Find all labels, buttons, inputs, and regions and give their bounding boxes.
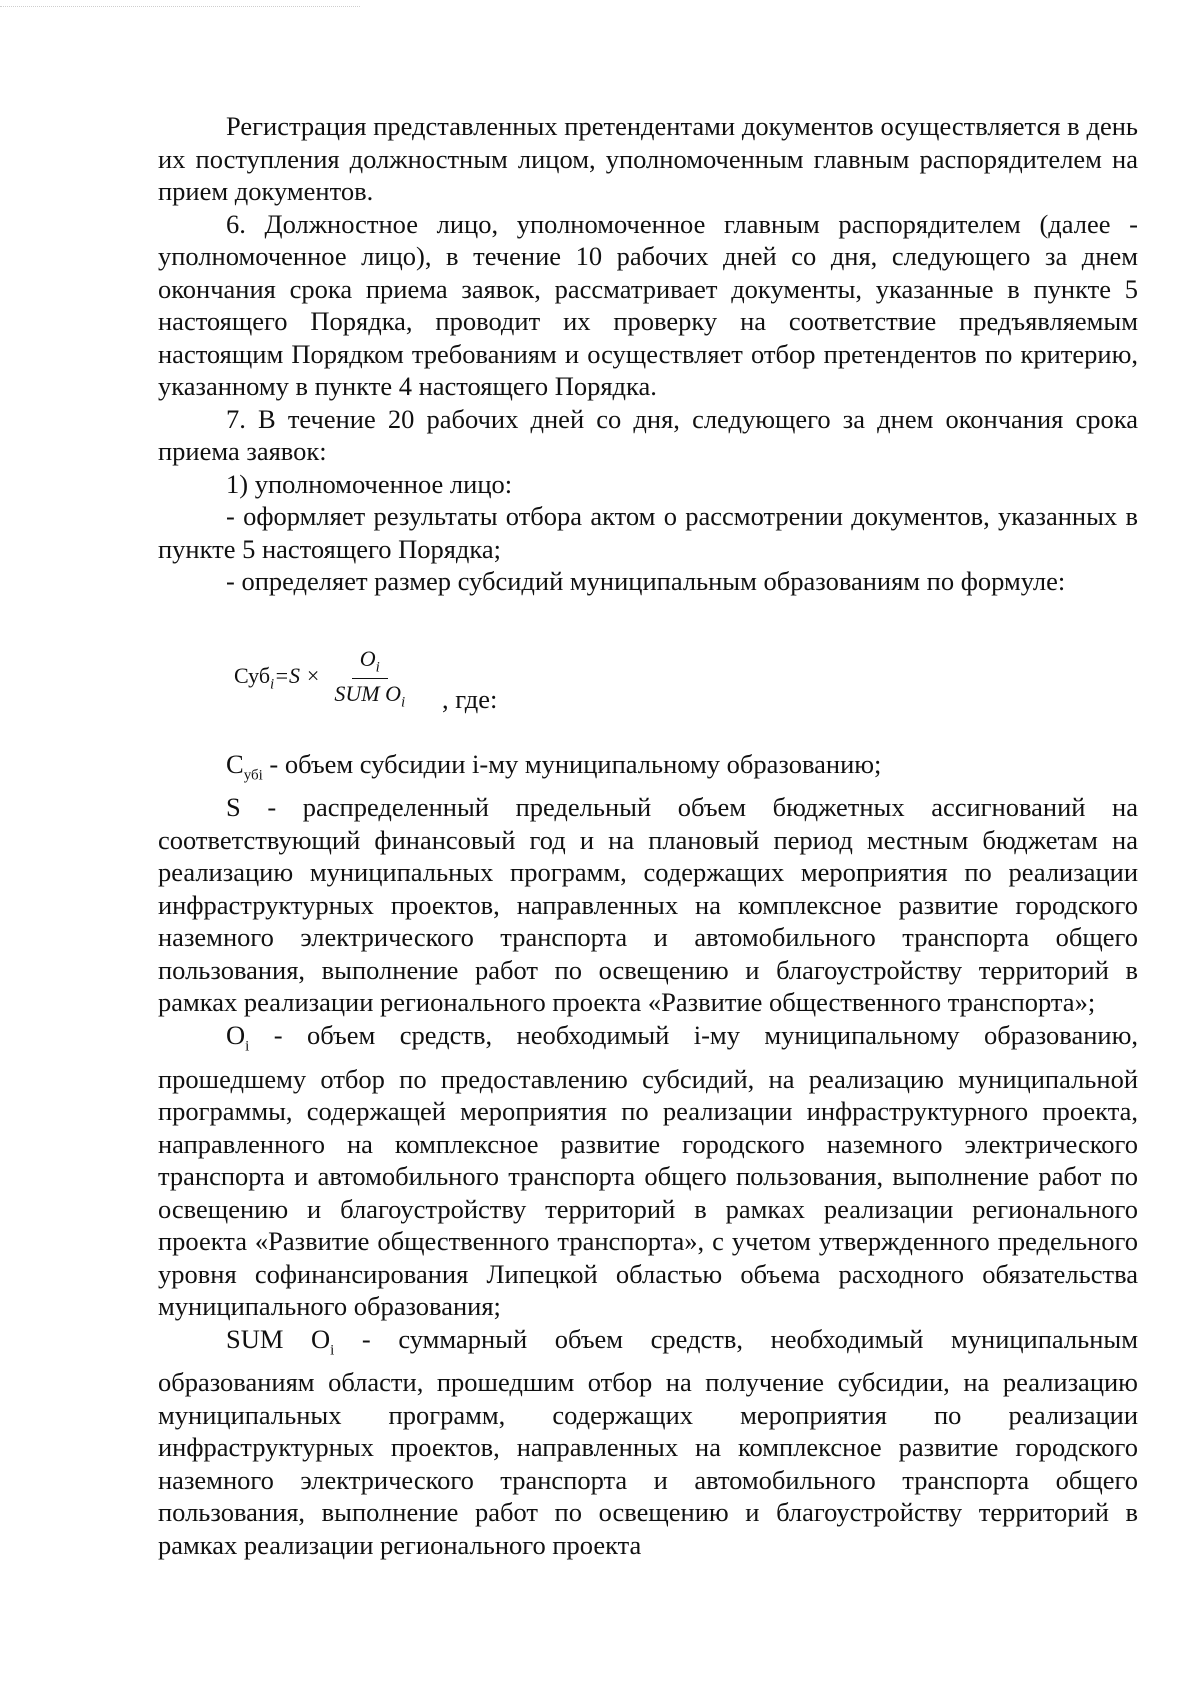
definition-o-i: $O_i$ - объем средств, необходимый i-му муниципальному образованию, прошедшему отбор по предоставлению субсидий, на реализацию муниципальной программы, содержащей мероприятия по реализации инфраструктурного проекта, направленного на комплексное развитие городского наземного электрического транспорта и автомобильного транспорта общего пользования, выполнение работ по освещению и благоустройству территорий в рамках реализации регионального проекта «Развитие общественного транспорта», с учетом утвержденного предельного уровня софинансирования Липецкой областью объема расходного обязательства муниципального образования; <box>158 1019 1138 1322</box>
formula-fraction <box>326 646 413 712</box>
formula-denominator: SUM $O_i$ <box>334 680 406 711</box>
formula-numerator: $O_i$ <box>352 646 388 679</box>
paragraph-dash-results: - оформляет результаты отбора актом о рассмотрении документов, указанных в пункте 5 настоящего Порядка; <box>158 501 1138 564</box>
formula-where-label: , где: <box>442 683 498 714</box>
subsidy-formula <box>158 598 1138 748</box>
formula-lhs: Суб$_i$=S × <box>234 663 321 693</box>
paragraph-item-6: 6. Должностное лицо, уполномоченное главным распорядителем (далее - уполномоченное лицо), в течение 10 рабочих дней со дня, следующего за днем окончания срока приема заявок, рассматривает документы, указанные в пункте 5 настоящего Порядка, проводит их проверку на соответствие предъявляемым настоящим Порядком требованиям и осуществляет отбор претендентов по критерию, указанному в пункте 4 настоящего Порядка. <box>158 208 1138 401</box>
scan-artifact-line <box>0 6 360 8</box>
paragraph-registration: Регистрация представленных претендентами документов осуществляется в день их поступления должностным лицом, уполномоченным главным распорядителем на прием документов. <box>158 111 1138 206</box>
paragraph-subitem-1: 1) уполномоченное лицо: <box>226 468 513 499</box>
document-page <box>158 110 1138 1561</box>
definition-s: S - распределенный предельный объем бюджетных ассигнований на соответствующий финансовый год и на плановый период местным бюджетам на реализацию муниципальных программ, содержащих мероприятия по реализации инфраструктурных проектов, направленных на комплексное развитие городского наземного электрического транспорта и автомобильного транспорта общего пользования, выполнение работ по освещению и благоустройству территорий в рамках реализации регионального проекта «Развитие общественного транспорта»; <box>158 792 1138 1018</box>
definition-sum-o-i: SUM $O_i$ - суммарный объем средств, необходимый муниципальным образованиям области, прошедшим отбор на получение субсидии, на реализацию муниципальных программ, содержащих мероприятия по реализации инфраструктурных проектов, направленных на комплексное развитие городского наземного электрического транспорта и автомобильного транспорта общего пользования, выполнение работ по освещению и благоустройству территорий в рамках реализации регионального проекта <box>158 1323 1138 1560</box>
formula-expression <box>234 646 413 712</box>
paragraph-item-7: 7. В течение 20 рабочих дней со дня, следующего за днем окончания срока приема заявок: <box>158 403 1138 466</box>
definition-sub-i: $С_{убi}$ - объем субсидии i-му муниципальному образованию; <box>226 748 882 783</box>
paragraph-dash-formula-intro: - определяет размер субсидий муниципальным образованиям по формуле: <box>226 566 1066 596</box>
